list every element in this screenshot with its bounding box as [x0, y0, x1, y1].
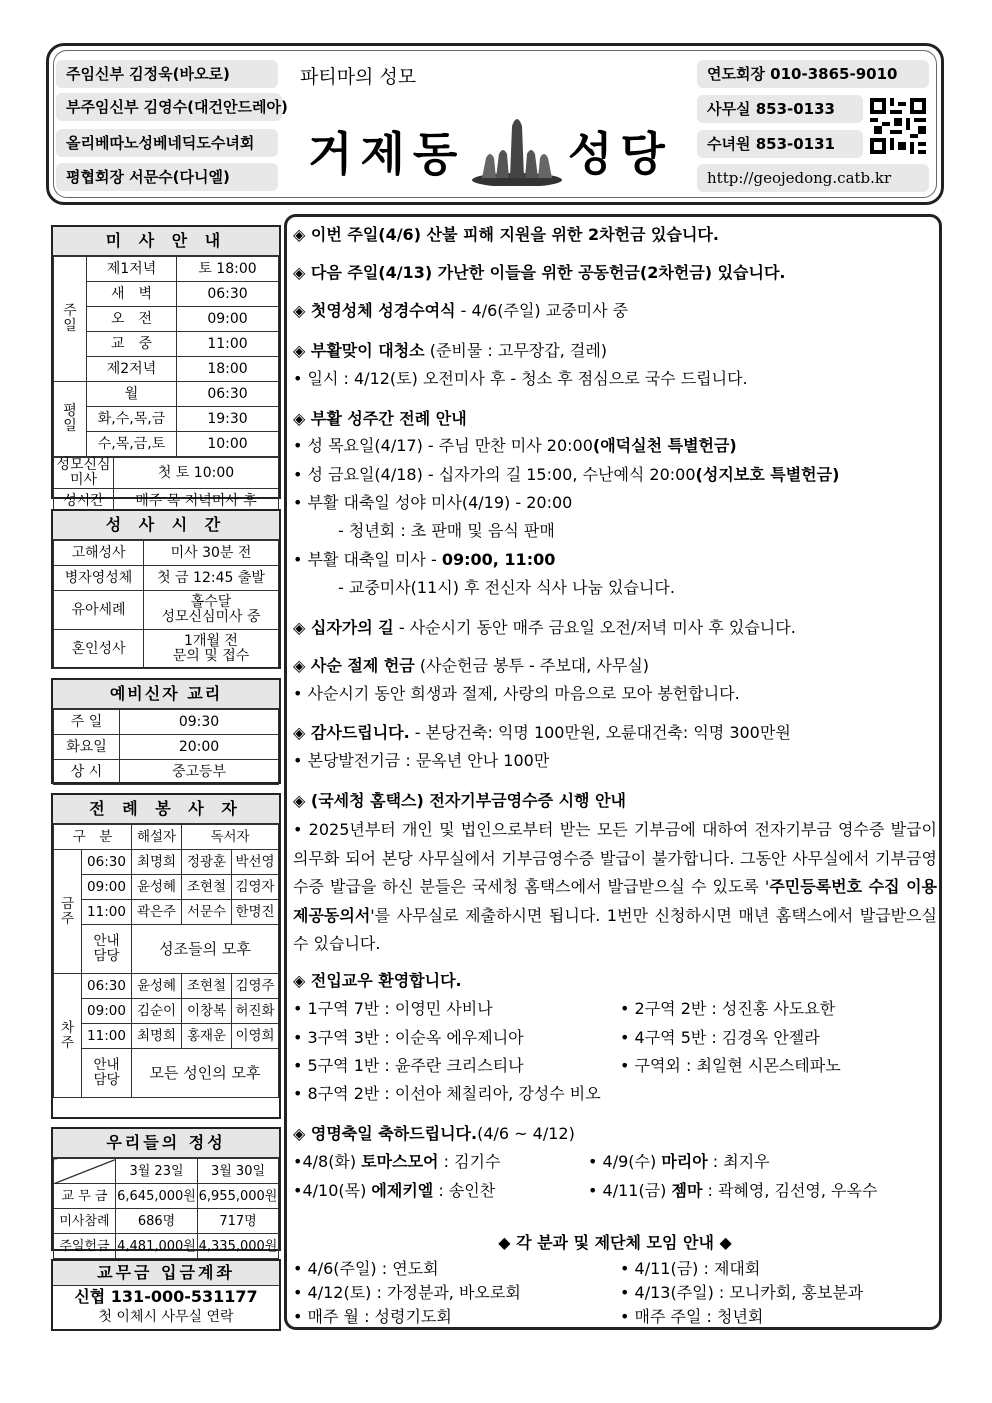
feast-day-item: • 4/9(수) 마리아 : 최지우 [588, 1152, 770, 1171]
mass-extra-table [53, 457, 279, 514]
notice-holy-week: ◈ 부활 성주간 전례 안내 [293, 409, 467, 428]
catechumen-title: 예비신자 교리 [53, 680, 279, 709]
table-cell: 성조들의 모후 [132, 925, 279, 974]
table-cell: 6,645,000원 [116, 1184, 198, 1209]
convent-phone-tag: 수녀원 853-0131 [697, 130, 863, 158]
sisters-tag: 올리베따노성베네딕도수녀회 [56, 129, 278, 157]
table-cell: 09:00 [82, 999, 132, 1024]
table-cell: 김영주 [232, 974, 279, 999]
table-cell: 해설자 [132, 825, 182, 850]
table-cell: 교 무 금 [54, 1184, 116, 1209]
easter-vigil-detail: - 청년회 : 초 판매 및 음식 판매 [338, 521, 555, 540]
table-cell: 6,955,000원 [198, 1184, 279, 1209]
table-cell: 서문수 [182, 900, 232, 925]
liturgy-servers-table [53, 824, 279, 1098]
table-cell: 첫 금 12:45 출발 [144, 566, 279, 591]
table-cell: 09:00 [82, 875, 132, 900]
table-cell: 11:00 [82, 900, 132, 925]
meeting-item: • 4/13(주일) : 모니카회, 홍보분과 [620, 1283, 864, 1302]
notice-common-collection: ◈ 다음 주일(4/13) 가난한 이들을 위한 공동헌금(2차헌금) 있습니다. [293, 263, 786, 282]
meeting-item: • 4/12(토) : 가정분과, 바오로회 [293, 1283, 521, 1302]
table-cell: 안내 담당 [82, 1049, 132, 1098]
table-cell: 06:30 [177, 382, 279, 407]
meetings-heading: ◆ 각 분과 및 제단체 모임 안내 ◆ [498, 1233, 732, 1252]
table-cell: 김순이 [132, 999, 182, 1024]
table-cell: 곽은주 [132, 900, 182, 925]
table-cell: 매주 목 저녁미사 후 [114, 489, 279, 514]
meeting-item: • 매주 월 : 성령기도회 [293, 1307, 452, 1326]
office-phone-tag: 사무실 853-0133 [697, 95, 863, 123]
table-cell: 06:30 [177, 282, 279, 307]
table-cell: 윤성혜 [132, 875, 182, 900]
table-cell: 이영희 [232, 1024, 279, 1049]
table-cell: 최명희 [132, 1024, 182, 1049]
table-cell: 토 18:00 [177, 257, 279, 282]
table-cell: 제2저녁 [87, 357, 177, 382]
table-cell: 유아세례 [54, 591, 144, 630]
meeting-item: • 4/6(주일) : 연도회 [293, 1259, 439, 1278]
newcomer-item: • 3구역 3반 : 이순옥 에우제니아 [293, 1028, 524, 1047]
holy-thursday: • 성 목요일(4/17) - 주님 만찬 미사 20:00(애덕실천 특별헌금) [293, 436, 737, 455]
table-cell: 안내 담당 [82, 925, 132, 974]
table-cell: 모든 성인의 모후 [132, 1049, 279, 1098]
notice-feast-days: ◈ 영명축일 축하드립니다.(4/6 ~ 4/12) [293, 1124, 575, 1143]
mass-schedule-title: 미 사 안 내 [53, 227, 279, 256]
table-cell: 구 분 [54, 825, 132, 850]
notice-thanks-detail: • 본당발전기금 : 문옥년 안나 100만 [293, 751, 550, 770]
meeting-item: • 4/11(금) : 제대회 [620, 1259, 761, 1278]
feast-day-item: •4/8(화) 토마스모어 : 김기수 [293, 1152, 501, 1171]
account-title: 교무금 입금계좌 [53, 1261, 279, 1286]
sacrament-table [53, 540, 279, 669]
easter-sunday: • 부활 대축일 미사 - 09:00, 11:00 [293, 550, 556, 569]
table-cell: 조현철 [182, 875, 232, 900]
table-cell: 3월 23일 [116, 1159, 198, 1184]
table-cell: 홀수달 성모신심미사 중 [144, 591, 279, 630]
website-tag[interactable]: http://geojedong.catb.kr [697, 164, 929, 192]
subtitle: 파티마의 성모 [300, 66, 417, 88]
table-cell: 4,481,000원 [116, 1234, 198, 1259]
table-cell: 09:00 [177, 307, 279, 332]
table-cell: 윤성혜 [132, 974, 182, 999]
newcomer-item: • 구역외 : 최일현 시몬스테파노 [620, 1056, 841, 1075]
mass-schedule-box [51, 225, 281, 509]
church-logo-icon [470, 108, 564, 186]
table-cell: 18:00 [177, 357, 279, 382]
sacrament-box [51, 509, 281, 669]
notice-lent-offering-detail: • 사순시기 동안 희생과 절제, 사랑의 마음으로 모아 봉헌합니다. [293, 684, 740, 703]
notice-newcomers: ◈ 전입교우 환영합니다. [293, 971, 462, 990]
sacrament-title: 성 사 시 간 [53, 511, 279, 540]
mass-schedule-table [53, 256, 279, 457]
table-cell: 10:00 [177, 432, 279, 457]
table-cell: 월 [87, 382, 177, 407]
associate-pastor-tag: 부주임신부 김영수(대건안드레아) [56, 93, 282, 121]
table-cell: 허진화 [232, 999, 279, 1024]
liturgy-servers-title: 전 례 봉 사 자 [53, 795, 279, 824]
table-cell: 화,수,목,금 [87, 407, 177, 432]
notice-cleaning-detail: • 일시 : 4/12(토) 오전미사 후 - 청소 후 점심으로 국수 드립니다. [293, 369, 748, 388]
notice-e-receipt-detail: • 2025년부터 개인 및 법인으로부터 받는 모든 기부금에 대하여 전자기부금 영수증 발급이 의무화 되어 본당 사무실에서 기부금영수증 발급이 불가합니다. 그동안 사무실에서 기부금영수증 발급을 하신 분들은 국세청 홈택스에서 발급받으실 수 있도록 '주민등록번호 수집 이용 제공동의서'를 사무실로 제출하시면 됩니다. 1번만 신청하시면 매년 홈택스에서 발급받으실 수 있습니다. [293, 820, 937, 953]
feast-day-item: • 4/11(금) 젬마 : 곽혜영, 김선영, 우옥수 [588, 1181, 878, 1200]
table-cell: 최명희 [132, 850, 182, 875]
table-cell: 성모신심미사 [54, 458, 114, 489]
table-cell: 홍재운 [182, 1024, 232, 1049]
offering-diagonal-cell [54, 1159, 116, 1184]
notice-second-collection: ◈ 이번 주일(4/6) 산불 피해 지원을 위한 2차헌금 있습니다. [293, 225, 719, 244]
newcomer-item: • 4구역 5반 : 김경옥 안젤라 [620, 1028, 820, 1047]
table-cell: 주일헌금 [54, 1234, 116, 1259]
notice-way-of-cross: ◈ 십자가의 길 - 사순시기 동안 매주 금요일 오전/저녁 미사 후 있습니다. [293, 618, 796, 637]
table-cell: 미사참례 [54, 1209, 116, 1234]
table-cell: 김영자 [232, 875, 279, 900]
table-cell: 첫 토 10:00 [114, 458, 279, 489]
table-cell: 06:30 [82, 974, 132, 999]
table-cell: 금주 [54, 850, 82, 974]
table-cell: 06:30 [82, 850, 132, 875]
good-friday: • 성 금요일(4/18) - 십자가의 길 15:00, 수난예식 20:00(성지보호 특별헌금) [293, 465, 840, 484]
table-cell: 주 일 [54, 710, 120, 735]
newcomer-item: • 8구역 2반 : 이선아 체칠리아, 강성수 비오 [293, 1084, 601, 1103]
feast-day-item: •4/10(목) 에제키엘 : 송인찬 [293, 1181, 496, 1200]
table-cell: 3월 30일 [198, 1159, 279, 1184]
table-cell: 19:30 [177, 407, 279, 432]
notice-lent-offering: ◈ 사순 절제 헌금 (사순헌금 봉투 - 주보대, 사무실) [293, 656, 650, 675]
table-cell: 정광훈 [182, 850, 232, 875]
funeral-contact-tag: 연도회장 010-3865-9010 [697, 60, 929, 88]
notice-cleaning: ◈ 부활맞이 대청소 (준비물 : 고무장갑, 걸레) [293, 341, 608, 360]
catechumen-table [53, 709, 279, 785]
table-cell: 성시간 [54, 489, 114, 514]
notice-thanks: ◈ 감사드립니다. - 본당건축: 익명 100만원, 오륜대건축: 익명 300만원 [293, 723, 791, 742]
table-cell: 4,335,000원 [198, 1234, 279, 1259]
account-box [51, 1259, 281, 1331]
table-cell: 오 전 [87, 307, 177, 332]
table-cell: 686명 [116, 1209, 198, 1234]
table-cell: 한명진 [232, 900, 279, 925]
table-cell: 병자영성체 [54, 566, 144, 591]
table-cell: 제1저녁 [87, 257, 177, 282]
title-left: 거제동 [308, 127, 466, 181]
table-cell: 수,목,금,토 [87, 432, 177, 457]
offering-table [53, 1158, 279, 1259]
council-president-tag: 평협회장 서문수(다니엘) [56, 163, 278, 191]
table-cell: 11:00 [177, 332, 279, 357]
table-cell: 교 중 [87, 332, 177, 357]
catechumen-box [51, 678, 281, 784]
table-cell: 717명 [198, 1209, 279, 1234]
account-number: 신협 131-000-531177 [74, 1287, 258, 1306]
table-cell: 화요일 [54, 735, 120, 760]
table-cell: 혼인성사 [54, 630, 144, 669]
sunday-label: 주일 [54, 257, 87, 382]
table-cell: 차주 [54, 974, 82, 1098]
table-cell: 11:00 [82, 1024, 132, 1049]
newcomer-item: • 1구역 7반 : 이영민 사비나 [293, 999, 493, 1018]
title-right: 성당 [568, 127, 673, 181]
table-cell: 09:30 [120, 710, 279, 735]
table-cell: 상 시 [54, 760, 120, 785]
table-cell: 중고등부 [120, 760, 279, 785]
table-cell: 미사 30분 전 [144, 541, 279, 566]
easter-sunday-detail: - 교중미사(11시) 후 전신자 식사 나눔 있습니다. [338, 578, 675, 597]
table-cell: 이창복 [182, 999, 232, 1024]
table-cell: 1개월 전 문의 및 접수 [144, 630, 279, 669]
notice-first-communion: ◈ 첫영성체 성경수여식 - 4/6(주일) 교중미사 중 [293, 301, 629, 320]
notice-e-receipt: ◈ (국세청 홈택스) 전자기부금영수증 시행 안내 [293, 791, 626, 810]
table-cell: 새 벽 [87, 282, 177, 307]
account-note: 첫 이체시 사무실 연락 [98, 1309, 234, 1325]
meeting-item: • 매주 주일 : 청년회 [620, 1307, 764, 1326]
table-cell: 박선영 [232, 850, 279, 875]
liturgy-servers-box [51, 793, 281, 1119]
easter-vigil: • 부활 대축일 성야 미사(4/19) - 20:00 [293, 493, 573, 512]
table-cell: 조현철 [182, 974, 232, 999]
qr-code-icon [870, 98, 926, 154]
table-cell: 20:00 [120, 735, 279, 760]
newcomer-item: • 2구역 2반 : 성진홍 사도요한 [620, 999, 836, 1018]
table-cell: 독서자 [182, 825, 279, 850]
offering-title: 우리들의 정성 [53, 1129, 279, 1158]
weekday-label: 평일 [54, 382, 87, 457]
table-cell: 고해성사 [54, 541, 144, 566]
offering-box [51, 1127, 281, 1254]
newcomer-item: • 5구역 1반 : 윤주란 크리스티나 [293, 1056, 524, 1075]
pastor-tag: 주임신부 김정욱(바오로) [56, 60, 278, 88]
